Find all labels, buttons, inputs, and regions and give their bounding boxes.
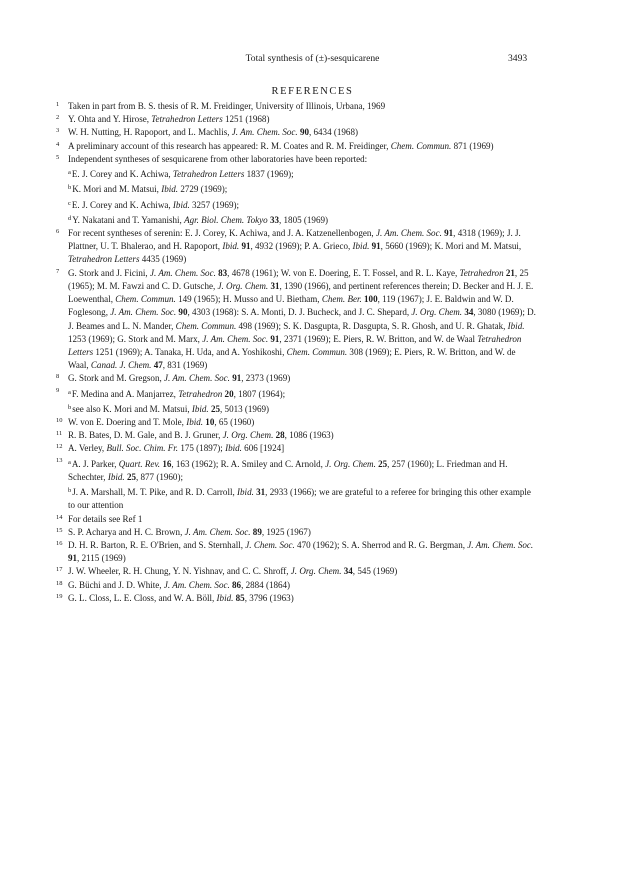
citation-text: , 4303 (1968): S. A. Monti, D. J. Bucheck, and J. C. Shepard, [187, 307, 412, 318]
citation-text: , 877 (1960); [135, 471, 183, 482]
citation-text: , 4932 (1969); P. A. Grieco, [250, 241, 353, 252]
reference-text [68, 113, 536, 126]
reference-item [56, 429, 536, 442]
citation-text: 1251 (1969); A. Tanaka, H. Uda, and A. Yoshikoshi, [93, 346, 287, 357]
sub-reference [68, 386, 536, 401]
citation-text: E. J. Corey and K. Achiwa, [71, 169, 173, 180]
volume-number: 83 [218, 267, 228, 278]
volume-number: 91 [270, 333, 280, 344]
citation-text: , 257 (1960); L. Friedman and H. Schechter, [68, 458, 508, 482]
volume-number: 21 [505, 267, 515, 278]
journal-name: J. Am. Chem. Soc. [163, 579, 230, 590]
citation-text: 4435 (1969) [139, 254, 187, 265]
volume-number: 25 [210, 403, 221, 414]
journal-name: Quart. Rev. [118, 458, 161, 469]
citation-text: Y. Ohta and Y. Hirose, [68, 114, 152, 125]
reference-item [56, 140, 536, 153]
citation-text: 3257 (1969); [189, 199, 239, 210]
citation-text: 470 (1962); S. A. Sherrod and R. G. Bergman, [294, 540, 468, 550]
citation-text: Independent syntheses of sesquicarene from other laboratories have been reported: [68, 153, 368, 164]
citation-text: Y. Nakatani and T. Yamanishi, [72, 214, 185, 225]
journal-name: Ibid. [225, 443, 242, 454]
reference-text [68, 429, 536, 442]
reference-number: 11 [56, 430, 63, 438]
journal-name: J. Org. Chem. [290, 566, 342, 577]
citation-text: 1837 (1969); [244, 169, 294, 180]
volume-number: 25 [126, 471, 136, 482]
sub-reference-letter: a [68, 388, 71, 396]
journal-name: Ibid. [352, 241, 370, 252]
reference-item [56, 227, 536, 267]
citation-text: S. P. Acharya and H. C. Brown, [68, 526, 185, 537]
reference-text [68, 592, 536, 605]
journal-name: J. Am. Chem. Soc. [231, 127, 298, 138]
reference-item [56, 579, 536, 592]
citation-text: For recent syntheses of serenin: E. J. Corey, K. Achiwa, and J. A. Katzenellenbogen, [68, 227, 376, 238]
volume-number: 25 [378, 458, 388, 469]
journal-name: Bull. Soc. Chim. Fr. [106, 443, 179, 454]
volume-number: 100 [364, 294, 378, 305]
reference-item [56, 416, 536, 429]
journal-name: Tetrahedron Letters [68, 254, 140, 265]
journal-name: J. Org. Chem. [222, 430, 274, 441]
citation-text: , 1805 (1969) [279, 214, 328, 225]
citation-text: , 6434 (1968) [308, 127, 358, 138]
reference-item [56, 565, 536, 578]
volume-number: 28 [275, 430, 285, 441]
reference-item [56, 113, 536, 126]
citation-text: 871 (1969) [451, 140, 494, 151]
journal-name: Agr. Biol. Chem. Tokyo [184, 214, 268, 225]
citation-text: 308 (1969); E. Piers, R. W. Britton, and W. de Waal, [68, 346, 516, 371]
journal-name: Tetrahedron [178, 388, 223, 399]
reference-number: 10 [56, 417, 63, 425]
journal-name: J. Org. Chem. [411, 307, 463, 318]
citation-text: 2729 (1969); [178, 184, 228, 195]
sub-reference [68, 166, 536, 181]
citation-text: , 2884 (1864) [241, 579, 291, 590]
journal-name: J. Am. Chem. Soc. [202, 333, 269, 344]
citation-text: A. Verley, [68, 443, 107, 454]
sub-reference-letter: b [68, 403, 72, 411]
journal-name: Ibid. [507, 320, 525, 331]
journal-name: J. Am. Chem. Soc. [184, 526, 251, 537]
journal-name: Ibid. [107, 471, 125, 482]
citation-text: G. Stork and J. Ficini, [68, 267, 150, 278]
reference-item [56, 539, 536, 565]
journal-name: Chem. Commun. [286, 346, 348, 357]
volume-number: 34 [343, 566, 353, 577]
volume-number: 86 [232, 579, 242, 590]
citation-text: , 4678 (1961); W. von E. Doering, E. T. Fossel, and R. L. Kaye, [227, 267, 460, 278]
volume-number: 85 [235, 592, 245, 603]
citation-text: D. H. R. Barton, R. E. O'Brien, and S. Sternhall, [68, 540, 246, 550]
reference-text [68, 442, 536, 455]
citation-text: A. J. Parker, [71, 458, 119, 469]
citation-text: , 1925 (1967) [261, 526, 311, 537]
sub-reference [68, 197, 536, 212]
journal-name: Chem. Commun. [175, 320, 237, 331]
sub-reference [68, 181, 536, 196]
citation-text: , 25 (1965); M. M. Fawzi and C. D. Gutsche, [68, 267, 529, 291]
sub-reference-letter: c [68, 199, 71, 207]
volume-number: 47 [153, 360, 163, 371]
reference-text [68, 539, 536, 565]
journal-name: Tetrahedron Letters [68, 333, 522, 357]
citation-text: , 1807 (1964); [233, 388, 286, 399]
citation-text: 175 (1897); [178, 443, 226, 454]
journal-name: Ibid. [161, 184, 179, 195]
reference-number: 19 [56, 592, 63, 600]
journal-name: J. Chem. Soc. [245, 540, 295, 550]
reference-text [68, 153, 536, 166]
reference-number: 9 [56, 386, 60, 394]
sub-reference-letter: b [68, 184, 72, 192]
reference-text [68, 526, 536, 539]
citation-text: , 3796 (1963) [244, 592, 294, 603]
citation-text: , 3080 (1969); D. J. Beames and L. N. Mander, [68, 307, 536, 331]
reference-number: 16 [56, 540, 63, 547]
citation-text: W. von E. Doering and T. Mole, [68, 417, 187, 428]
reference-number: 3 [56, 127, 60, 135]
reference-number: 1 [56, 101, 60, 108]
citation-text: For details see Ref 1 [68, 513, 143, 524]
citation-text: , 831 (1969) [162, 360, 208, 371]
volume-number: 91 [371, 241, 381, 252]
journal-name: Tetrahedron Letters [151, 114, 223, 125]
citation-text: , 2371 (1969); E. Piers, R. W. Britton, and W. de Waal [279, 333, 478, 344]
reference-item [56, 526, 536, 539]
sub-reference [68, 401, 536, 416]
reference-number: 15 [56, 526, 63, 534]
sub-reference-letter: a [68, 169, 71, 177]
reference-item [56, 442, 536, 455]
reference-number: 14 [56, 513, 63, 521]
sub-reference-letter: b [68, 487, 72, 495]
citation-text: see also K. Mori and M. Matsui, [72, 403, 192, 414]
reference-number: 6 [56, 227, 60, 235]
citation-text: , 1086 (1963) [284, 430, 334, 441]
journal-name: Canad. J. Chem. [90, 360, 152, 371]
sub-reference [68, 484, 536, 512]
reference-text [68, 579, 536, 592]
reference-item [56, 513, 536, 526]
reference-item [56, 100, 536, 113]
journal-name: J. Am. Chem. Soc. [467, 540, 534, 550]
reference-number: 2 [56, 114, 60, 122]
journal-name: Chem. Ber. [321, 294, 362, 305]
volume-number: 31 [256, 487, 266, 498]
volume-number: 90 [299, 127, 309, 138]
journal-name: Ibid. [222, 241, 240, 252]
volume-number: 16 [162, 458, 172, 469]
citation-text: , 5660 (1969); K. Mori and M. Matsui, [380, 241, 522, 252]
citation-text: J. A. Marshall, M. T. Pike, and R. D. Carroll, [72, 487, 238, 498]
reference-number: 18 [56, 579, 63, 587]
journal-name: J. Org. Chem. [217, 280, 269, 291]
volume-number: 34 [464, 307, 474, 318]
reference-item [56, 592, 536, 605]
reference-text [68, 140, 536, 153]
volume-number: 89 [252, 526, 262, 537]
sub-reference [68, 212, 536, 227]
journal-name: J. Am. Chem. Soc. [110, 307, 177, 318]
citation-text: 149 (1965); H. Musso and U. Bietham, [175, 294, 322, 305]
citation-text: G. Stork and M. Gregson, [68, 373, 164, 384]
running-head-title: Total synthesis of (±)-sesquicarene [245, 53, 380, 64]
volume-number: 31 [270, 280, 280, 291]
citation-text: 606 [1924] [241, 443, 285, 454]
citation-text: , 5013 (1969) [220, 403, 270, 414]
reference-number: 13 [56, 456, 63, 464]
volume-number: 91 [68, 553, 78, 564]
reference-item [56, 386, 536, 416]
volume-number: 91 [232, 373, 242, 384]
journal-name: J. Org. Chem. [325, 458, 376, 469]
volume-number: 91 [241, 241, 251, 252]
page-number: 3493 [508, 53, 528, 64]
citation-text: , 163 (1962); R. A. Smiley and C. Arnold, [171, 458, 326, 469]
reference-item [56, 456, 536, 513]
citation-text: R. B. Bates, D. M. Gale, and B. J. Gruner, [68, 430, 223, 441]
references-heading: REFERENCES [271, 86, 354, 97]
reference-item [56, 126, 536, 139]
reference-item [56, 153, 536, 227]
volume-number: 10 [205, 417, 215, 428]
citation-text: , 2933 (1966); we are grateful to a referee for bringing this other example to our attention [68, 487, 531, 511]
journal-name: Ibid. [237, 487, 254, 498]
journal-name: J. Am. Chem. Soc. [164, 373, 230, 384]
citation-text: , 2373 (1969) [241, 373, 291, 384]
reference-item [56, 372, 536, 385]
running-head [0, 52, 625, 66]
citation-text: , 119 (1967); J. E. Baldwin and W. D. Foglesong, [68, 294, 514, 318]
citation-text: K. Mori and M. Matsui, [72, 184, 162, 195]
reference-text [68, 100, 536, 113]
citation-text: 498 (1969); S. K. Dasgupta, R. Dasgupta, S. R. Ghosh, and U. R. Ghatak, [236, 320, 508, 331]
citation-text: F. Medina and A. Manjarrez, [71, 388, 179, 399]
citation-text: , 2115 (1969) [77, 553, 126, 564]
reference-item [56, 267, 536, 373]
reference-text [68, 416, 536, 429]
citation-text: G. L. Closs, L. E. Closs, and W. A. Böll, [68, 592, 217, 603]
sub-reference [68, 456, 536, 484]
reference-number: 4 [56, 140, 60, 148]
reference-text [68, 267, 536, 373]
journal-name: J. Am. Chem. Soc. [149, 267, 216, 278]
reference-text [68, 227, 536, 267]
journal-name: Tetrahedron Letters [172, 169, 245, 180]
citation-text: G. Büchi and J. D. White, [68, 579, 164, 590]
sub-reference-letter: d [68, 214, 72, 222]
journal-name: Chem. Commun. [115, 294, 176, 305]
volume-number: 90 [178, 307, 188, 318]
citation-text: , 4318 (1969); J. J. Plattner, U. T. Bhalerao, and H. Rapoport, [68, 227, 521, 252]
citation-text: E. J. Corey and K. Achiwa, [71, 199, 173, 210]
journal-name: Tetrahedron [459, 267, 504, 278]
reference-text [68, 372, 536, 385]
volume-number: 33 [269, 214, 279, 225]
citation-text: , 65 (1960) [214, 417, 255, 428]
reference-number: 5 [56, 153, 60, 161]
journal-name: Ibid. [216, 592, 234, 603]
volume-number: 20 [224, 388, 234, 399]
journal-name: Ibid. [172, 199, 190, 210]
citation-text: 1251 (1968) [222, 114, 270, 125]
citation-text: Taken in part from B. S. thesis of R. M. Freidinger, University of Illinois, Urbana, 1969 [68, 101, 386, 111]
journal-name: J. Am. Chem. Soc. [375, 227, 442, 238]
volume-number: 91 [444, 227, 454, 238]
citation-text: 1253 (1969); G. Stork and M. Marx, [68, 333, 203, 344]
reference-number: 8 [56, 373, 60, 381]
reference-text [68, 126, 536, 139]
journal-name: Ibid. [191, 403, 209, 414]
citation-text: A preliminary account of this research has appeared: R. M. Coates and R. M. Freidinger, [68, 140, 391, 151]
reference-number: 12 [56, 443, 63, 451]
journal-name: Chem. Commun. [390, 140, 452, 151]
citation-text: W. H. Nutting, H. Rapoport, and L. Machlis, [68, 127, 232, 138]
reference-number: 17 [56, 566, 63, 574]
citation-text: , 1390 (1966), and pertinent references therein; D. Becker and H. J. E. Loewenthal, [68, 280, 534, 305]
reference-number: 7 [56, 267, 60, 275]
journal-name: Ibid. [186, 417, 204, 428]
citation-text: J. W. Wheeler, R. H. Chung, Y. N. Yishnav, and C. C. Shroff, [68, 566, 291, 577]
sub-reference-letter: a [68, 458, 71, 466]
references-list [56, 100, 536, 605]
reference-text [68, 565, 536, 578]
reference-text [68, 513, 536, 526]
citation-text: , 545 (1969) [352, 566, 398, 577]
